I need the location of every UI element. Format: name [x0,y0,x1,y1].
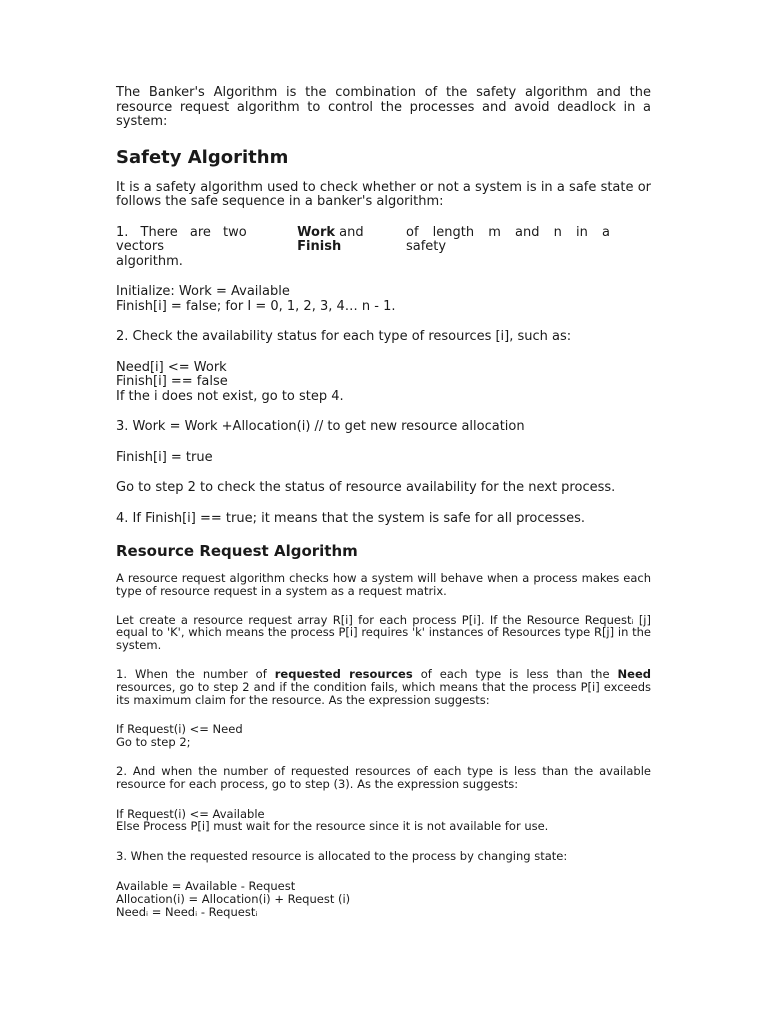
finish-init-line: Finish[i] = false; for I = 0, 1, 2, 3, 4… n - 1. [116,298,396,314]
need-update-line: Needᵢ = Needᵢ - Requestᵢ [116,904,258,919]
finish-term: Finish [297,239,342,254]
request-need-line: If Request(i) <= Need [116,722,243,737]
safety-step-1 [116,226,651,270]
safety-step-1-first-line [116,226,651,255]
safety-step-1-prefix: 1. There are two vectors [116,224,247,254]
request-step-1-suffix: resources, go to step 2 and if the condition fails, which means that the process P[i] exceeds its maximum claim for the resource. As the expression suggests: [116,679,651,707]
initialize-line: Initialize: Work = Available [116,284,290,299]
safety-step-1-and: and [339,224,364,240]
goto-step-2-expr-line: Go to step 2; [116,735,191,750]
document-page [116,86,651,918]
safety-step-1-suffix-1: of length m and n in a safety [405,224,610,254]
resource-request-heading: Resource Request Algorithm [116,542,358,560]
need-condition-line: Need[i] <= Work [116,359,227,375]
allocation-block [116,880,651,918]
finish-condition-line: Finish[i] == false [116,374,228,389]
safety-algorithm-heading: Safety Algorithm [116,146,289,168]
request-available-line: If Request(i) <= Available [116,806,265,821]
request-array-paragraph: Let create a resource request array R[i] for each process P[i]. If the Resource Requestᵢ [j] equal to 'K', which means the process P[i] requires 'k' instances of Resources type R[j] in the system. [116,612,651,653]
safety-step-4: 4. If Finish[i] == true; it means that the system is safe for all processes. [116,510,585,526]
need-term: Need [617,666,651,681]
intro-paragraph: The Banker's Algorithm is the combination of the safety algorithm and the resource request algorithm to control the processes and avoid deadlock in a system: [116,85,651,129]
request-description: A resource request algorithm checks how a system will behave when a process makes each type of resource request in a system as a request matrix. [116,571,651,598]
safety-step-3: 3. Work = Work +Allocation(i) // to get new resource allocation [116,419,525,434]
allocation-update-line: Allocation(i) = Allocation(i) + Request (i) [116,891,351,906]
not-exist-line: If the i does not exist, go to step 4. [116,388,344,404]
safety-step-1-middle [297,226,406,255]
wait-line: Else Process P[i] must wait for the resource since it is not available for use. [116,819,549,834]
expression-1-block [116,723,651,749]
initialize-block [116,285,651,314]
request-step-1-prefix: 1. When the number of [116,666,267,681]
safety-step-1-second-line: algorithm. [116,253,183,269]
available-update-line: Available = Available - Request [116,878,296,893]
goto-step-2-line: Go to step 2 to check the status of resource availability for the next process. [116,480,616,495]
request-step-2: 2. And when the number of requested resources of each type is less than the available resource for each process, go to step (3). As the expression suggests: [116,763,651,791]
condition-block [116,361,651,405]
work-term: Work [297,224,336,240]
safety-description: It is a safety algorithm used to check whether or not a system is in a safe state or follows the safe sequence in a banker's algorithm: [116,179,651,209]
request-step-1 [116,668,651,706]
safety-step-2: 2. Check the availability status for each type of resources [i], such as: [116,329,572,344]
requested-resources-term: requested resources [274,666,413,681]
request-step-3: 3. When the requested resource is allocated to the process by changing state: [116,849,568,864]
expression-2-block [116,808,651,834]
request-step-1-mid: of each type is less than the [420,666,610,681]
finish-true-line: Finish[i] = true [116,449,213,465]
